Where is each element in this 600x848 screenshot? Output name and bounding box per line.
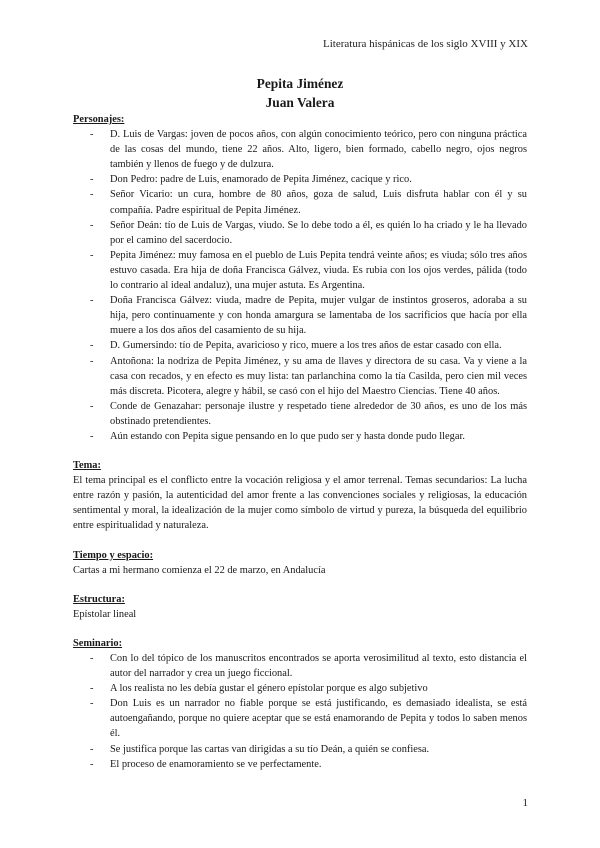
work-title: Pepita Jiménez (256, 76, 344, 91)
list-item: - Doña Francisca Gálvez: viuda, madre de Pepita, mujer vulgar de instintos groseros, adoraba a su hija, pero continuamente y con honda amargura se lamentaba de los sacrificios que hacía por ella muere a los dos años del casamiento de su hija. (73, 293, 527, 338)
list-item: - Señor Vicario: un cura, hombre de 80 años, goza de salud, Luis disfruta hablar con él y su compañía. Padre espiritual de Pepita Jiménez. (73, 187, 527, 217)
list-item: - Antoñona: la nodriza de Pepita Jiménez, y su ama de llaves y directora de su casa. Va y viene a la casa con recados, y en efecto es muy lista: tan parlanchina como la tía Casilda, pero cien mil veces más discreta. Picotera, alegre y hábil, se casó con el hijo del Maestro Ciencias. Tiene 40 años. (73, 354, 527, 399)
tiempo-heading: Tiempo y espacio: (73, 549, 154, 561)
page-number: 1 (522, 797, 528, 809)
personajes-list (73, 127, 527, 444)
list-item: - Señor Deán: tío de Luis de Vargas, viudo. Se lo debe todo a él, es quién lo ha criado y le ha llevado por el camino del sacerdocio. (73, 218, 527, 248)
document-body (73, 74, 527, 772)
list-item: - Aún estando con Pepita sigue pensando en lo que pudo ser y hasta donde pudo llegar. (73, 429, 527, 444)
seminario-heading: Seminario: (73, 637, 123, 649)
author-name: Juan Valera (265, 95, 335, 110)
list-item: - Con lo del tópico de los manuscritos encontrados se aporta verosimilitud al texto, esto distancia el autor del narrador y crea un juego ficcional. (73, 651, 527, 681)
list-item: - El proceso de enamoramiento se ve perfectamente. (73, 757, 527, 772)
estructura-heading: Estructura: (73, 593, 125, 605)
estructura-text: Epístolar lineal (73, 608, 137, 620)
personajes-heading: Personajes: (73, 114, 125, 125)
list-item: - Don Luis es un narrador no fiable porque se está justificando, es demasiado idealista, se está autoengañando, porque no quiere aceptar que se está enamorando de Pepita y todos lo saben menos él. (73, 696, 527, 741)
list-item: - Conde de Genazahar: personaje ilustre y respetado tiene alrededor de 30 años, es uno de los más obstinado pretendientes. (73, 399, 527, 429)
seminario-list (73, 651, 527, 772)
list-item: - Se justifica porque las cartas van dirigidas a su tío Deán, a quién se confiesa. (73, 742, 527, 757)
running-header: Literatura hispánicas de los siglo XVIII y XIX (323, 38, 528, 50)
tema-heading: Tema: (73, 460, 101, 472)
list-item: - D. Gumersindo: tío de Pepita, avaricioso y rico, muere a los tres años de estar casado con ella. (73, 338, 527, 353)
list-item: - D. Luis de Vargas: joven de pocos años, con algún conocimiento teórico, pero con ninguna práctica de las cosas del mundo, tiene 22 años. Alto, ligero, bien formado, cabello negro, ojos negros también y llenos de fuego y de dulzura. (73, 127, 527, 172)
tiempo-text: Cartas a mi hermano comienza el 22 de marzo, en Andalucía (73, 564, 326, 576)
tema-text: El tema principal es el conflicto entre la vocación religiosa y el amor terrenal. Temas secundarios: La lucha entre razón y pasión, la autenticidad del amor frente a las convenciones sociales y religiosas, la educación sentimental y moral, la idealización de la mujer como símbolo de virtud y pureza, la búsqueda del equilibrio entre espiritualidad y naturaleza. (73, 475, 527, 532)
list-item: - Pepita Jiménez: muy famosa en el pueblo de Luis Pepita tendrá veinte años; es viuda; sólo tres años estuvo casada. Era hija de doña Francisca Gálvez, viuda. Es rubia con los ojos verdes, pálida (todo lo contrario al ideal andaluz), una mujer astuta. Es Argentina. (73, 248, 527, 293)
list-item: - Don Pedro: padre de Luis, enamorado de Pepita Jiménez, cacique y rico. (73, 172, 527, 187)
list-item: - A los realista no les debía gustar el género epístolar porque es algo subjetivo (73, 681, 527, 696)
